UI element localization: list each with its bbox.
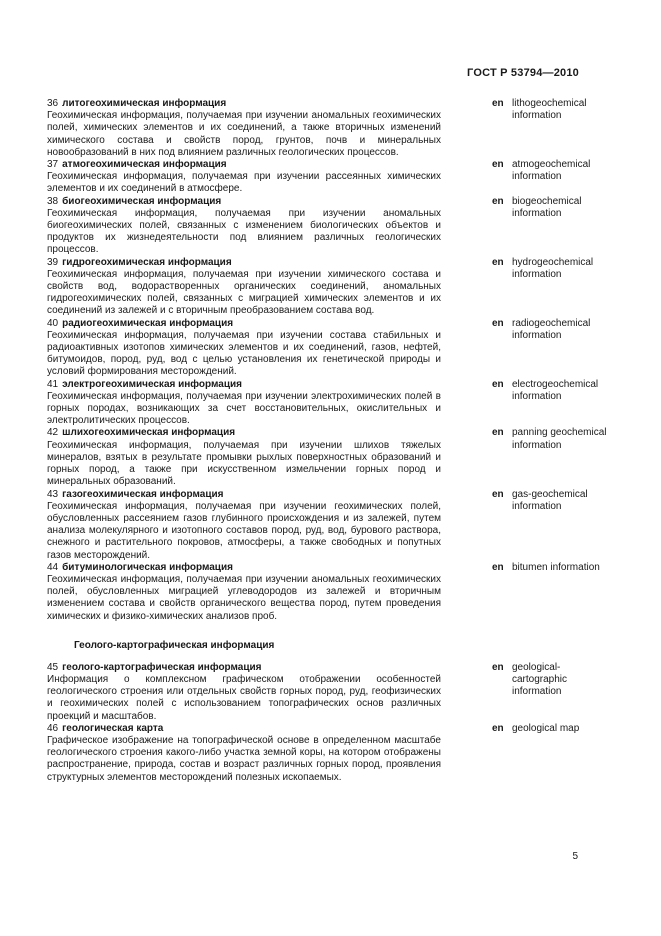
term-number: 43 (47, 488, 59, 500)
term-number: 41 (47, 378, 59, 390)
language-tag: en (492, 488, 504, 500)
term-definition: Геохимическая информация, получаемая при изучении состава стабильных и радиоактивных изотопов химических элементов и их соединений, газов, нефтей, битумоидов, пород, руд, вод с целью установления их генетической природы и условий формирования месторождений. (47, 329, 441, 378)
term-english: lithogeochemical information (512, 98, 587, 122)
language-tag: en (492, 722, 504, 734)
term-definition: Геохимическая информация, получаемая при изучении рассеянных химических элементов и их соединений в атмосфере. (47, 171, 441, 195)
language-tag: en (492, 427, 504, 439)
term-english: radiogeochemical information (512, 317, 591, 341)
term-name: геологическая карта (62, 722, 164, 734)
term-heading (47, 98, 441, 110)
term-number: 42 (47, 427, 59, 439)
term-definition: Геохимическая информация, получаемая при изучении электрохимических полей в горных породах, возникающих за счет восстановительных, окислительных и электролитических процессов. (47, 390, 441, 427)
term-english: geological map (512, 722, 580, 734)
term-heading (47, 318, 441, 330)
term-number: 38 (47, 195, 59, 207)
term-entry (47, 427, 607, 488)
term-ru-block (47, 379, 441, 428)
term-definition: Геохимическая информация, получаемая при изучении аномальных геохимических полей, обусловленных миграцией углеводородов из залежей и вторичным изменением состава и свойств органического вещества пород, путем проведения химических и физико-химических анализов проб. (47, 573, 441, 622)
term-number: 40 (47, 317, 59, 329)
language-tag: en (492, 317, 504, 329)
term-ru-block (47, 196, 441, 257)
term-entry (47, 562, 607, 623)
term-ru-block (47, 159, 441, 196)
term-name: радиогеохимическая информация (62, 317, 234, 329)
term-en-block (492, 427, 607, 488)
term-name: шлихогеохимическая информация (62, 427, 236, 439)
term-ru-block (47, 98, 441, 159)
term-english: atmogeochemical information (512, 159, 591, 183)
term-ru-block (47, 662, 441, 723)
term-en-block (492, 196, 607, 257)
page-number: 5 (572, 851, 578, 862)
term-heading (47, 662, 441, 674)
term-entry (47, 257, 607, 318)
term-en-block (492, 159, 607, 196)
term-name: газогеохимическая информация (62, 488, 224, 500)
term-definition: Геохимическая информация, получаемая при изучении геохимических полей, обусловленных рассеянием газов глубинного происхождения и из залежей, путем анализа молекулярного и изотопного составов пород, руд, вод, бурового раствора, снежного и растительного покровов, атмосферы, а также свободных и попутных газов месторождений. (47, 500, 441, 561)
language-tag: en (492, 378, 504, 390)
term-english: panning geochemical information (512, 427, 607, 451)
language-tag: en (492, 98, 504, 109)
term-number: 46 (47, 722, 59, 734)
language-tag: en (492, 561, 504, 573)
term-entry (47, 159, 607, 196)
term-ru-block (47, 562, 441, 623)
language-tag: en (492, 159, 504, 171)
term-definition: Геохимическая информация, получаемая при изучении шлихов тяжелых минералов, взятых в результате промывки рыхлых поверхностных образований и горных пород, а также при искусственном измельчении горных пород и минеральных образований. (47, 439, 441, 488)
term-definition: Геохимическая информация, получаемая при изучении аномальных биогеохимических полей, связанных с изменением биологических объектов и продуктов их жизнедеятельности под влиянием различных геологических процессов. (47, 207, 441, 256)
term-english: electrogeochemical information (512, 378, 599, 402)
term-entry (47, 662, 607, 723)
terms-group-geochemical (47, 98, 607, 623)
language-tag: en (492, 256, 504, 268)
term-entry (47, 98, 607, 159)
term-number: 44 (47, 561, 59, 573)
term-en-block (492, 562, 607, 623)
term-entry (47, 318, 607, 379)
term-heading (47, 159, 441, 171)
term-en-block (492, 257, 607, 318)
term-heading (47, 562, 441, 574)
term-english: geological-cartographic information (512, 661, 568, 698)
page-header: ГОСТ Р 53794—2010 (467, 67, 579, 79)
term-name: битуминологическая информация (62, 561, 233, 573)
term-en-block (492, 723, 607, 784)
term-definition: Графическое изображение на топографической основе в определенном масштабе геологического строения какого-либо участка земной коры, на котором отображены распространение, природа, состав и возраст различных горных пород, проявления структурных элементов месторождений полезных ископаемых. (47, 734, 441, 783)
term-heading (47, 257, 441, 269)
term-name: литогеохимическая информация (62, 98, 227, 109)
term-heading (47, 196, 441, 208)
term-ru-block (47, 427, 441, 488)
terms-list (47, 98, 607, 784)
term-heading (47, 427, 441, 439)
term-definition: Геохимическая информация, получаемая при изучении химического состава и свойств вод, водорастворенных органических соединений, аномальных гидрогеохимических полей, связанных с миграцией химических элементов и их соединений из залежей и с вторичным преобразованием состава вод. (47, 268, 441, 317)
term-entry (47, 489, 607, 562)
language-tag: en (492, 661, 504, 673)
term-number: 45 (47, 661, 59, 673)
term-en-block (492, 379, 607, 428)
term-name: гидрогеохимическая информация (62, 256, 232, 268)
term-english: biogeochemical information (512, 195, 582, 219)
term-number: 37 (47, 159, 59, 171)
term-entry (47, 196, 607, 257)
term-ru-block (47, 723, 441, 784)
term-heading (47, 723, 441, 735)
term-en-block (492, 489, 607, 562)
term-entry (47, 723, 607, 784)
term-name: электрогеохимическая информация (62, 378, 242, 390)
term-en-block (492, 318, 607, 379)
term-heading (47, 379, 441, 391)
term-heading (47, 489, 441, 501)
term-ru-block (47, 318, 441, 379)
term-ru-block (47, 257, 441, 318)
term-name: геолого-картографическая информация (62, 661, 262, 673)
term-number: 36 (47, 98, 59, 109)
term-name: биогеохимическая информация (62, 195, 222, 207)
term-name: атмогеохимическая информация (62, 159, 227, 171)
term-en-block (492, 662, 607, 723)
term-definition: Геохимическая информация, получаемая при изучении аномальных геохимических полей, химических элементов и их соединений, а также вторичных изменений химического состава и свойств пород, грунтов, почв и минеральных новообразований в них под влиянием различных геологических процессов. (47, 110, 441, 158)
term-definition: Информация о комплексном графическом отображении особенностей геологического строения или отдельных свойств горных пород, руд, геофизических и геохимических полей с использованием топографических основ различных проекций и масштабов. (47, 673, 441, 722)
language-tag: en (492, 195, 504, 207)
term-en-block (492, 98, 607, 159)
term-english: bitumen information (512, 561, 600, 573)
term-ru-block (47, 489, 441, 562)
term-english: gas-geochemical information (512, 488, 588, 512)
term-number: 39 (47, 256, 59, 268)
terms-group-cartographic (47, 662, 607, 784)
term-entry (47, 379, 607, 428)
section-heading: Геолого-картографическая информация (74, 639, 275, 651)
term-english: hydrogeochemical information (512, 256, 594, 280)
